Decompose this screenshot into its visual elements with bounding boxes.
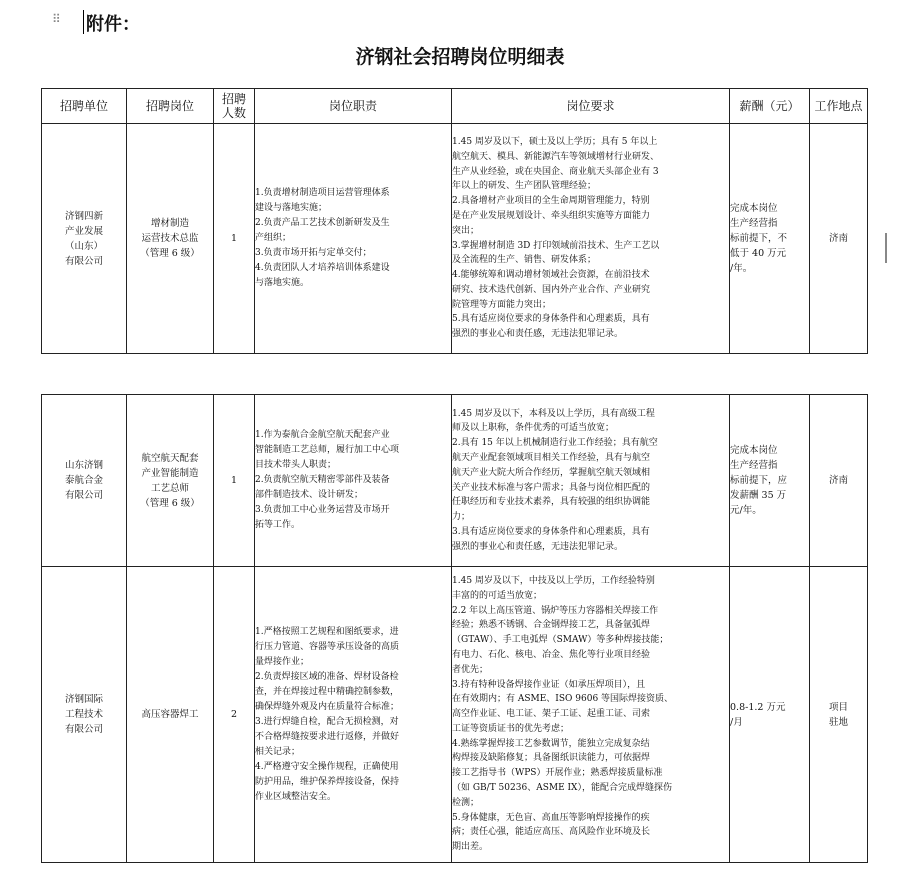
cell-text-line: 3.负责市场开拓与定单交付； [255, 248, 372, 258]
cell-text-line: 突出； [452, 225, 480, 236]
cell-text-line: 作业区域整洁安全。 [255, 791, 337, 802]
cell-text-line: 接工艺指导书（WPS）开展作业；熟悉焊接质量标准 [452, 768, 663, 779]
cell-text-line: 与落地实施。 [255, 278, 310, 288]
cell-text-line: 航天产业配套领域项目相关工作经验，具有与航空 [452, 452, 651, 463]
cell-text-line: 检测； [452, 797, 480, 808]
scroll-marker [885, 233, 887, 263]
cell-text-line: 航空航天配套 [141, 452, 199, 464]
cell-text-line: 山东济钢 [64, 460, 103, 471]
cell-text-line: 1.45 周岁及以下，本科及以上学历，具有高级工程 [452, 408, 655, 419]
cell-text-line: （管理 6 级） [140, 248, 200, 259]
cell-text-line: 项目 [828, 701, 848, 713]
header-count-line: 招聘 [221, 92, 246, 106]
cell-text-line: 1.严格按照工艺规程和图纸要求，进 [255, 626, 399, 637]
cell-text-line: 2.具备增材产业项目的全生命周期管理能力，特别 [452, 196, 650, 207]
cell-text-line: 1.45 周岁及以下，中技及以上学历，工作经验特别 [452, 575, 655, 586]
header-count-line: 人数 [221, 106, 246, 120]
salary-cell [730, 395, 810, 567]
cell-text-line: 智能制造工艺总师，履行加工中心项 [255, 445, 400, 455]
requirements-cell [452, 124, 730, 354]
cell-text-line: （管理 6 级） [140, 497, 200, 509]
cell-text-line: 2.具有 15 年以上机械制造行业工作经验；具有航空 [452, 438, 658, 449]
salary-cell [730, 567, 810, 863]
cell-text-line: 3.掌握增材制造 3D 打印领域前沿技术、生产工艺以 [452, 240, 660, 251]
header-position: 招聘岗位 [127, 89, 214, 124]
cell-text-line: 标前提下，应 [730, 475, 788, 486]
cell-text-line: 丰富的的可适当放宽； [452, 590, 543, 601]
cell-text-line: 5.身体健康，无色盲、高血压等影响焊接操作的疾 [452, 812, 650, 823]
cell-text-line: 生产经营指 [730, 218, 778, 229]
cell-text-line: 是在产业发展规划设计、牵头组织实施等方面能力 [452, 210, 651, 221]
header-requirements: 岗位要求 [452, 89, 730, 124]
cell-text-line: 行压力管道、容器等承压设备的高质 [255, 641, 400, 652]
cell-text-line: 任职经历和专业技术素养，具有较强的组织协调能 [452, 497, 651, 508]
cell-text-line: 防护用品，维护保养焊接设备，保持 [255, 776, 400, 787]
cell-text-line: 高压容器焊工 [141, 709, 199, 720]
cell-text-line: 在有效期内；有 ASME、ISO 9606 等国际焊接资质、 [452, 694, 674, 705]
duties-cell [255, 567, 452, 863]
cell-text-line: 3.负责加工中心业务运营及市场开 [255, 505, 390, 515]
cell-text-line: 产组织； [255, 233, 292, 243]
cell-text-line: 2.负责航空航天精密零部件及装备 [255, 475, 390, 485]
cell-text-line: 2.负责产品工艺技术创新研发及生 [255, 218, 390, 228]
position-cell [127, 567, 214, 863]
cell-text-line: 增材制造 [150, 218, 189, 229]
cell-text-line: 强烈的事业心和责任感，无违法犯罪记录。 [452, 541, 624, 552]
cell-text-line: 经验；熟悉不锈钢、合金钢焊接工艺，具备氩弧焊 [452, 620, 651, 631]
cell-text-line: 构焊接及缺陷修复；具备图纸识读能力，可依据焊 [452, 753, 651, 764]
cell-text-line: 航天产业大院大所合作经历，掌握航空航天领域相 [452, 467, 651, 478]
cell-text-line: 关产业技术标准与客户需求；具备与岗位相匹配的 [452, 482, 651, 493]
cell-text-line: 元/年。 [730, 505, 762, 516]
cell-text-line: 2.2 年以上高压管道、锅炉等压力容器相关焊接工作 [452, 605, 659, 616]
unit-cell [42, 395, 127, 567]
cell-text-line: 有限公司 [64, 724, 103, 735]
cell-text-line: 查，并在焊接过程中精确控制参数， [255, 686, 400, 697]
cell-text-line: 生产经营指 [730, 460, 778, 471]
header-count [214, 89, 255, 124]
count-cell: 1 [214, 124, 255, 354]
cell-text-line: 工程技术 [64, 709, 103, 720]
cell-text-line: （如 GB/T 50236、ASME IX），能配合完成焊缝探伤 [452, 783, 672, 794]
cell-text-line: 师及以上职称，条件优秀的可适当放宽； [452, 423, 615, 434]
cell-text-line: 产业智能制造 [141, 467, 199, 479]
cell-text-line: 相关记录； [255, 746, 301, 757]
cell-text-line: 病；责任心强，能适应高压、高风险作业环境及长 [452, 827, 651, 838]
cell-text-line: 有限公司 [64, 490, 103, 501]
table-row [42, 567, 868, 863]
count-cell: 1 [214, 395, 255, 567]
cell-text-line: 高空作业证、电工证、架子工证、起重工证、司索 [452, 709, 651, 720]
position-cell [127, 124, 214, 354]
recruitment-table-part-1 [41, 88, 868, 354]
position-cell [127, 395, 214, 567]
cell-text-line: 4.熟练掌握焊接工艺参数调节，能独立完成复杂结 [452, 738, 650, 749]
cell-text-line: 0.8-1.2 万元 [730, 701, 786, 713]
cell-text-line: 量焊接作业； [255, 656, 310, 667]
cell-text-line: 1.45 周岁及以下，硕士及以上学历；具有 5 年以上 [452, 136, 658, 147]
location-cell: 济南 [810, 124, 868, 354]
cell-text-line: 及全流程的生产、销售、研发体系； [452, 255, 597, 266]
cell-text-line: 运营技术总监 [141, 233, 199, 244]
cell-text-line: /年。 [730, 263, 753, 274]
unit-cell [42, 567, 127, 863]
cell-text-line: 院管理等方面能力突出； [452, 299, 552, 310]
cell-text-line: 有限公司 [64, 255, 103, 267]
cell-text-line: 标前提下，不 [730, 233, 788, 244]
cell-text-line: 4.负责团队人才培养培训体系建设 [255, 263, 390, 273]
cell-text-line: 工证等资质证书的优先考虑； [452, 723, 570, 734]
cell-text-line: 目技术带头人职责； [255, 460, 337, 470]
cell-text-line: 3.持有特种设备焊接作业证（如承压焊项目），且 [452, 679, 646, 690]
requirements-cell [452, 567, 730, 863]
cell-text-line: 济钢国际 [64, 694, 103, 705]
drag-handle-icon[interactable]: ⠿ [52, 12, 60, 26]
cell-text-line: 驻地 [828, 716, 848, 728]
cell-text-line: 期出差。 [452, 842, 489, 853]
cell-text-line: 3.进行焊缝自检，配合无损检测，对 [255, 716, 399, 727]
cell-text-line: 有电力、石化、核电、冶金、焦化等行业项目经验 [452, 649, 651, 660]
location-cell: 济南 [810, 395, 868, 567]
count-cell: 2 [214, 567, 255, 863]
cell-text-line: 5.具有适应岗位要求的身体条件和心理素质，具有 [452, 314, 650, 325]
cell-text-line: 研究、技术迭代创新、国内外产业合作、产业研究 [452, 284, 651, 295]
cell-text-line: 济钢四新 [64, 210, 103, 222]
table-row [42, 395, 868, 567]
text-cursor [83, 10, 84, 34]
cell-text-line: 低于 40 万元 [730, 248, 787, 259]
unit-cell [42, 124, 127, 354]
cell-text-line: 3.具有适应岗位要求的身体条件和心理素质，具有 [452, 526, 650, 537]
cell-text-line: 年以上的研发、生产团队管理经验； [452, 181, 597, 192]
cell-text-line: 拓等工作。 [255, 520, 301, 530]
page-title: 济钢社会招聘岗位明细表 [355, 46, 565, 68]
salary-cell [730, 124, 810, 354]
cell-text-line: 4.能够统筹和调动增材领域社会资源，在前沿技术 [452, 270, 650, 281]
cell-text-line: 力； [452, 512, 471, 523]
cell-text-line: /月 [730, 716, 743, 728]
table-header-row [42, 89, 868, 124]
cell-text-line: （GTAW）、手工电弧焊（SMAW）等多种焊接技能； [452, 635, 669, 646]
cell-text-line: 完成本岗位 [730, 445, 778, 456]
cell-text-line: 1.作为泰航合金航空航天配套产业 [255, 430, 390, 440]
cell-text-line: 1.负责增材制造项目运营管理体系 [255, 188, 390, 198]
cell-text-line: 强烈的事业心和责任感，无违法犯罪记录。 [452, 329, 624, 340]
cell-text-line: 生产从业经验，或在央国企、商业航天头部企业有 3 [452, 166, 659, 177]
location-cell [810, 567, 868, 863]
duties-cell [255, 124, 452, 354]
cell-text-line: 4.严格遵守安全操作规程，正确使用 [255, 761, 399, 772]
cell-text-line: 航空航天、模具、新能源汽车等领域增材行业研发、 [452, 151, 660, 162]
recruitment-table-part-2 [41, 394, 868, 863]
cell-text-line: 建设与落地实施； [255, 203, 328, 213]
header-unit: 招聘单位 [42, 89, 127, 124]
cell-text-line: 不合格焊缝按要求进行返修，并做好 [255, 731, 400, 742]
attachment-label: 附件： [86, 14, 140, 35]
cell-text-line: 完成本岗位 [730, 203, 778, 214]
cell-text-line: 发薪酬 35 万 [730, 490, 787, 501]
table-row [42, 124, 868, 354]
header-duties: 岗位职责 [255, 89, 452, 124]
cell-text-line: 者优先； [452, 664, 489, 675]
cell-text-line: 工艺总师 [150, 482, 189, 494]
cell-text-line: 确保焊缝外观及内在质量符合标准； [255, 701, 400, 712]
header-location: 工作地点 [810, 89, 868, 124]
cell-text-line: 泰航合金 [64, 475, 103, 486]
header-salary: 薪酬（元） [730, 89, 810, 124]
cell-text-line: （山东） [64, 240, 103, 252]
cell-text-line: 2.负责焊接区域的准备、焊材设备检 [255, 671, 399, 682]
cell-text-line: 产业发展 [64, 225, 103, 237]
requirements-cell [452, 395, 730, 567]
duties-cell [255, 395, 452, 567]
cell-text-line: 部件制造技术、设计研发； [255, 490, 364, 500]
